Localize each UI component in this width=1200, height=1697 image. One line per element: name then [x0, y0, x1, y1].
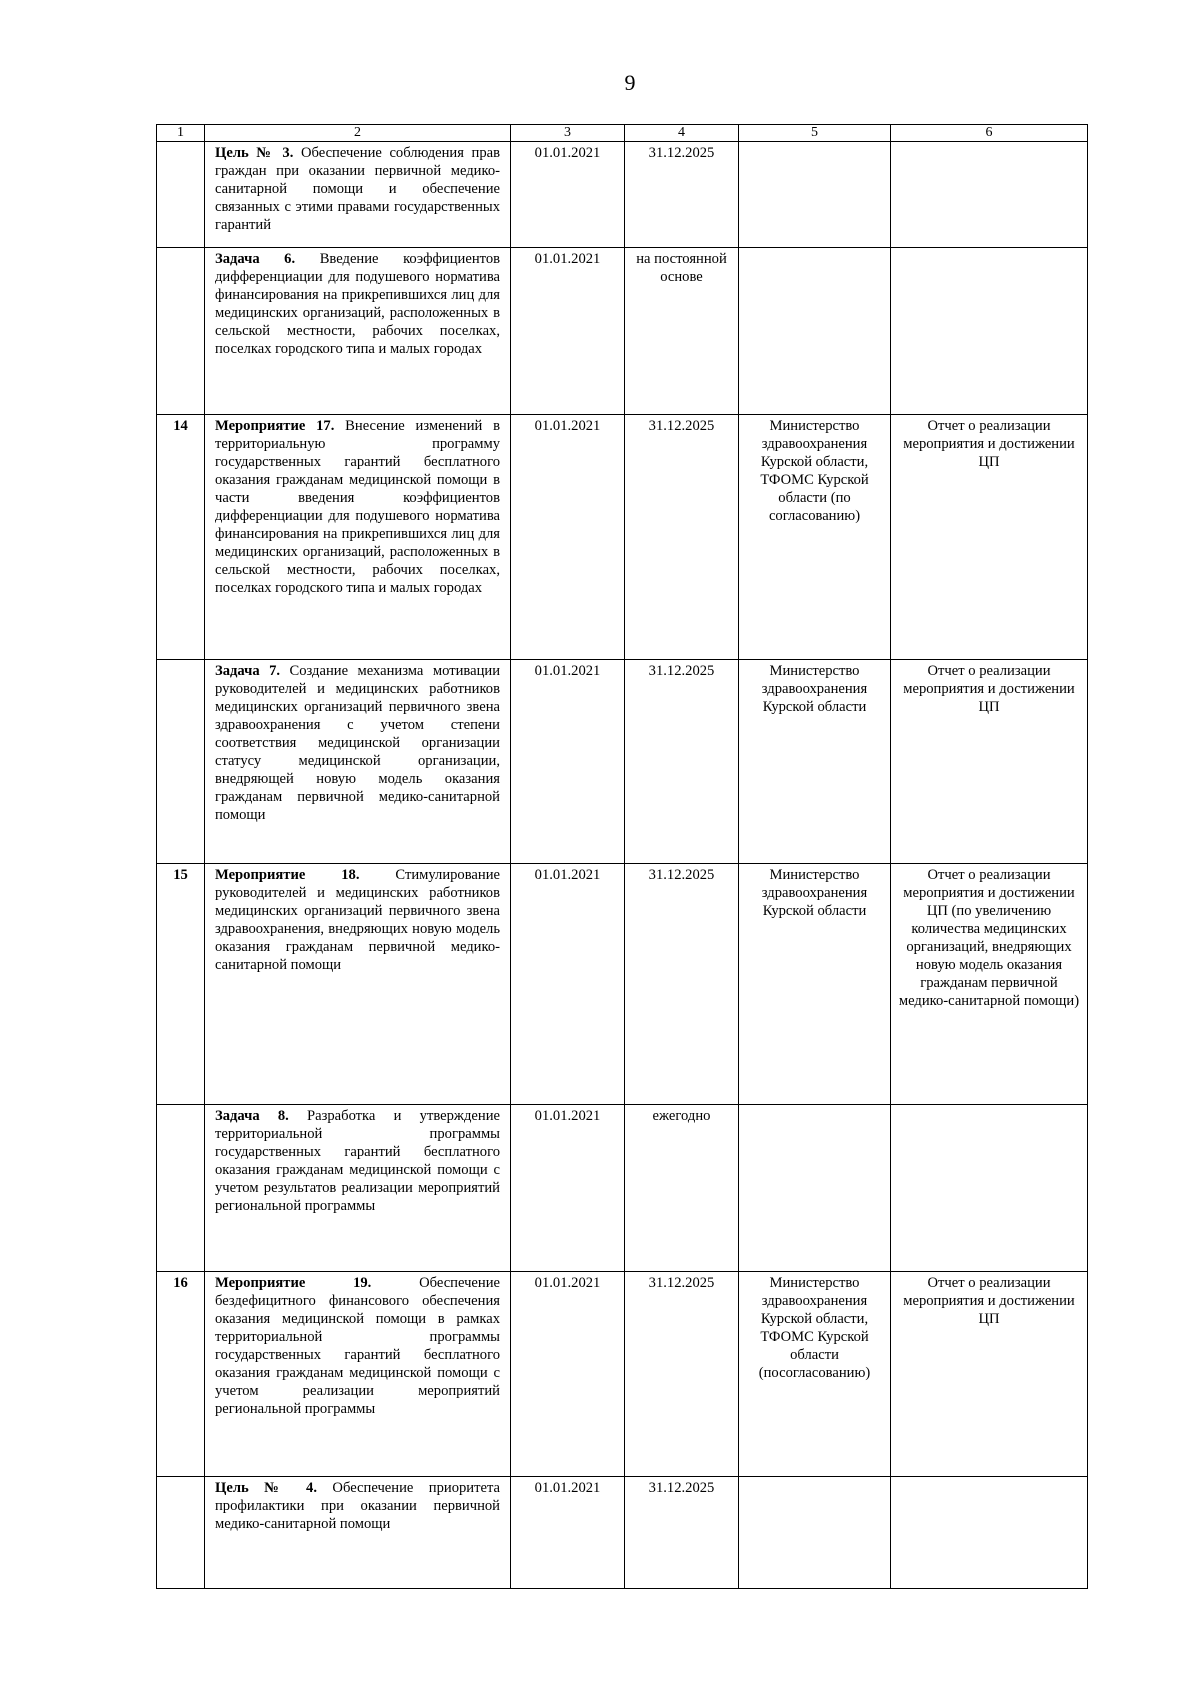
result: [891, 1105, 1088, 1272]
table-row: [157, 864, 1088, 1105]
table-row: [157, 1477, 1088, 1589]
table-row: [157, 1272, 1088, 1477]
responsible: Министерство здравоохранения Курской области, ТФОМС Курской области (посогласованию): [739, 1272, 891, 1477]
row-description: [205, 1272, 511, 1477]
start-date: 01.01.2021: [511, 864, 625, 1105]
row-number: 14: [157, 415, 205, 660]
row-label: Мероприятие 17.: [215, 418, 335, 434]
row-label: Мероприятие 19.: [215, 1275, 372, 1291]
row-text: Стимулирование руководителей и медицинских работников медицинских организаций первичного звена здравоохранения, внедряющих новую модель оказания гражданам первичной медико-санитарной помощи: [215, 867, 501, 973]
row-number: 16: [157, 1272, 205, 1477]
row-label: Цель № 3.: [215, 145, 294, 161]
responsible: [739, 1477, 891, 1589]
row-number: [157, 660, 205, 864]
row-number: 15: [157, 864, 205, 1105]
row-text: Обеспечение соблюдения прав граждан при оказании первичной медико-санитарной помощи и обеспечение связанных с этими правами государственных гарантий: [215, 145, 500, 233]
end-date: ежегодно: [625, 1105, 739, 1272]
end-date: 31.12.2025: [625, 1272, 739, 1477]
result: [891, 142, 1088, 248]
table-row: [157, 415, 1088, 660]
result: [891, 1477, 1088, 1589]
start-date: 01.01.2021: [511, 142, 625, 248]
column-header: 2: [205, 125, 511, 142]
row-label: Задача 7.: [215, 663, 281, 679]
result: Отчет о реализации мероприятия и достижении ЦП: [891, 415, 1088, 660]
column-header: 3: [511, 125, 625, 142]
start-date: 01.01.2021: [511, 1105, 625, 1272]
table-header-row: [157, 125, 1088, 142]
end-date: на постоянной основе: [625, 248, 739, 415]
column-header: 1: [157, 125, 205, 142]
result: [891, 248, 1088, 415]
responsible: Министерство здравоохранения Курской области: [739, 660, 891, 864]
row-label: Мероприятие 18.: [215, 867, 360, 883]
result: Отчет о реализации мероприятия и достижении ЦП (по увеличению количества медицинских организаций, внедряющих новую модель оказания гражданам первичной медико-санитарной помощи): [891, 864, 1088, 1105]
row-text: Обеспечение бездефицитного финансового обеспечения оказания медицинской помощи в рамках территориальной программы государственных гарантий бесплатного оказания гражданам медицинской помощи с учетом реализации мероприятий региональной программы: [215, 1275, 501, 1417]
start-date: 01.01.2021: [511, 1477, 625, 1589]
responsible: [739, 248, 891, 415]
row-description: [205, 142, 511, 248]
row-number: [157, 1477, 205, 1589]
end-date: 31.12.2025: [625, 864, 739, 1105]
page-number: 9: [624, 70, 636, 95]
table-row: [157, 660, 1088, 864]
result: Отчет о реализации мероприятия и достижении ЦП: [891, 660, 1088, 864]
start-date: 01.01.2021: [511, 248, 625, 415]
end-date: 31.12.2025: [625, 1477, 739, 1589]
column-header: 4: [625, 125, 739, 142]
table-row: [157, 248, 1088, 415]
row-description: [205, 660, 511, 864]
row-number: [157, 142, 205, 248]
table-row: [157, 142, 1088, 248]
table-row: [157, 1105, 1088, 1272]
row-number: [157, 1105, 205, 1272]
row-text: Обеспечение приоритета профилактики при оказании первичной медико-санитарной помощи: [215, 1480, 500, 1532]
end-date: 31.12.2025: [625, 415, 739, 660]
row-description: [205, 864, 511, 1105]
row-label: Цель № 4.: [215, 1480, 317, 1496]
measures-table: [156, 124, 1088, 1589]
responsible: [739, 1105, 891, 1272]
responsible: Министерство здравоохранения Курской области: [739, 864, 891, 1105]
column-header: 6: [891, 125, 1088, 142]
end-date: 31.12.2025: [625, 142, 739, 248]
row-description: [205, 248, 511, 415]
column-header: 5: [739, 125, 891, 142]
responsible: [739, 142, 891, 248]
row-text: Создание механизма мотивации руководителей и медицинских работников медицинских организаций первичного звена здравоохранения с учетом степени соответствия медицинской организации статусу медицинской организации, внедряющей новую модель оказания гражданам первичной медико-санитарной помощи: [215, 663, 500, 823]
start-date: 01.01.2021: [511, 415, 625, 660]
row-label: Задача 8.: [215, 1108, 289, 1124]
row-label: Задача 6.: [215, 251, 296, 267]
row-text: Введение коэффициентов дифференциации для подушевого норматива финансирования на прикрепившихся лиц для медицинских организаций, расположенных в сельской местности, рабочих поселках, поселках городского типа и малых городах: [215, 251, 501, 357]
row-text: Разработка и утверждение территориальной программы государственных гарантий бесплатного оказания гражданам медицинской помощи с учетом результатов реализации мероприятий региональной программы: [215, 1108, 500, 1214]
result: Отчет о реализации мероприятия и достижении ЦП: [891, 1272, 1088, 1477]
row-description: [205, 415, 511, 660]
row-description: [205, 1105, 511, 1272]
start-date: 01.01.2021: [511, 660, 625, 864]
row-number: [157, 248, 205, 415]
end-date: 31.12.2025: [625, 660, 739, 864]
row-description: [205, 1477, 511, 1589]
row-text: Внесение изменений в территориальную программу государственных гарантий бесплатного оказания гражданам медицинской помощи в части введения коэффициентов дифференциации для подушевого норматива финансирования на прикрепившихся лиц для медицинских организаций, расположенных в сельской местности, рабочих поселках, поселках городского типа и малых городах: [215, 418, 500, 596]
responsible: Министерство здравоохранения Курской области, ТФОМС Курской области (по согласованию): [739, 415, 891, 660]
start-date: 01.01.2021: [511, 1272, 625, 1477]
